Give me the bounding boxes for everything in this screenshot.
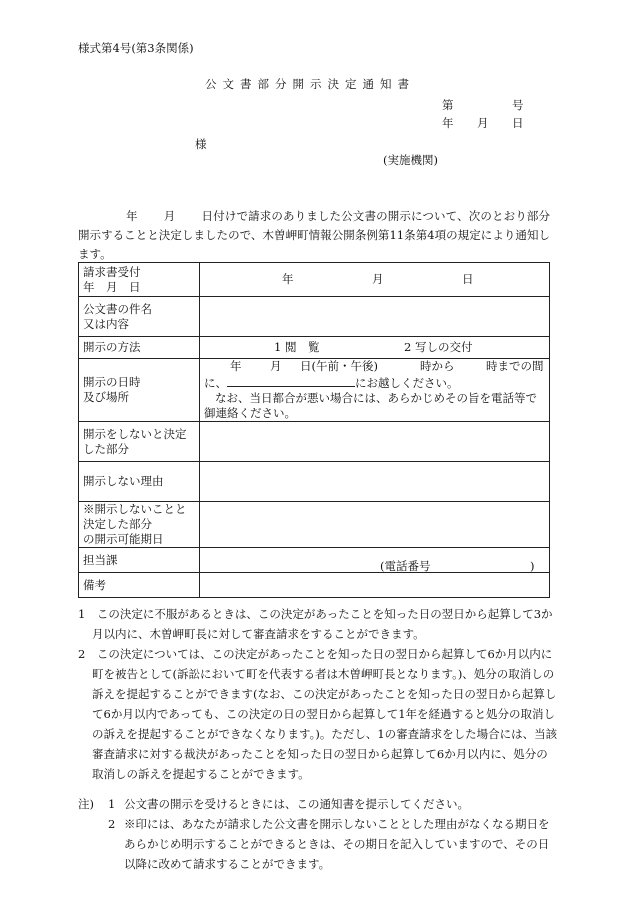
label-method: 開示の方法 — [79, 337, 200, 359]
reason-value[interactable] — [200, 462, 550, 502]
row-remarks — [79, 573, 550, 598]
phone-label: (電話番号 — [380, 558, 431, 573]
label-subject: 公文書の件名 — [83, 301, 152, 316]
contact-note: なお、当日都合が悪い場合には、あらかじめその旨を電話等で御連絡ください。 — [204, 391, 537, 420]
footnote-no-2: 2 — [108, 817, 116, 831]
label-available-3: の開示可能期日 — [83, 532, 164, 546]
label-department: 担当課 — [79, 548, 200, 573]
intro-paragraph — [78, 207, 550, 264]
label-remarks: 備考 — [79, 573, 200, 598]
row-available-date — [79, 502, 550, 548]
datetime-from: 時から — [420, 359, 455, 373]
label-subject-content: 又は内容 — [83, 316, 129, 331]
header-month: 月 — [477, 116, 489, 130]
label-available-2: 決定した部分 — [83, 517, 152, 531]
label-receipt-date: 年 月 日 — [83, 279, 141, 294]
appeal-text-2: この決定については、この決定があったことを知った日の翌日から起算して6か月以内に町を被告として(訴訟において町を代表する者は木曽岬町長となります。)、処分の取消しの訴えを提起することができます(なお、この決定があったことを知った日の翌日から起算して6か月以内であっても、この決定の日の翌日から起算して1年を経過すると処分の取消しの訴えを提起することができなくなります。)。ただし、1の審査請求をした場合には、当該審査請求に対する裁決があったことを知った日の翌日から起算して6か月以内に、処分の取消しの訴えを提起することができます。 — [92, 647, 558, 781]
method-option-copy[interactable]: 2 写しの交付 — [404, 340, 473, 354]
available-date-value[interactable] — [200, 502, 550, 548]
row-department — [79, 548, 550, 573]
footnote-1 — [78, 794, 558, 814]
row-disclosure-method — [79, 337, 550, 359]
appeal-notes — [78, 604, 558, 784]
row-disclosure-datetime-place — [79, 359, 550, 422]
label-datetime: 開示の日時 — [83, 375, 141, 389]
label-available-1: ※開示しないことと — [83, 502, 187, 516]
place-blank[interactable] — [227, 374, 355, 387]
receipt-month: 月 — [372, 272, 384, 286]
label-undisclosed-part: した部分 — [83, 441, 129, 456]
appeal-text-1: この決定に不服があるときは、この決定があったことを知った日の翌日から起算して3か月以内に、木曽岬町長に対して審査請求をすることができます。 — [92, 607, 553, 641]
datetime-to: 時までの間 — [486, 359, 544, 373]
subject-value[interactable] — [200, 297, 550, 337]
receipt-year: 年 — [282, 272, 294, 286]
label-reason: 開示しない理由 — [79, 462, 200, 502]
undisclosed-value[interactable] — [200, 422, 550, 462]
row-nondisclosure-reason — [79, 462, 550, 502]
appeal-no-2: 2 — [78, 647, 86, 661]
remarks-value[interactable] — [200, 573, 550, 598]
appeal-item-2 — [78, 644, 558, 784]
footnote-label: 注) — [78, 797, 94, 811]
appeal-no-1: 1 — [78, 607, 86, 621]
datetime-month: 月 — [270, 359, 282, 373]
intro-year: 年 — [126, 209, 138, 223]
row-undisclosed-part — [79, 422, 550, 462]
doc-number-suffix: 号 — [512, 98, 524, 112]
phone-close: ) — [530, 558, 535, 573]
footnotes — [78, 794, 558, 874]
label-undisclosed: 開示をしないと決定 — [83, 426, 187, 441]
label-place: 及び場所 — [83, 390, 129, 404]
header-year: 年 — [442, 116, 454, 130]
place-prefix: に、 — [204, 376, 227, 390]
footnote-text-1: 公文書の開示を受けるときには、この通知書を提示してください。 — [124, 797, 469, 811]
label-receipt: 請求書受付 — [83, 264, 141, 279]
footnote-no-1: 1 — [108, 797, 116, 811]
footnote-2 — [78, 814, 558, 874]
place-line — [204, 374, 545, 391]
header-day: 日 — [512, 116, 524, 130]
row-receipt-date — [79, 263, 550, 297]
document-title: 公文書部分開示決定通知書 — [205, 77, 415, 91]
footnote-text-2: ※印には、あなたが請求した公文書を開示しないこととした理由がなくなる期日をあらかじめ明示することができるときは、その期日を記入していますので、その日以降に改めて請求することができます。 — [124, 817, 550, 871]
appeal-item-1 — [78, 604, 558, 644]
row-document-subject — [79, 297, 550, 337]
place-suffix: にお越しください。 — [355, 376, 459, 390]
intro-month: 月 — [163, 209, 176, 223]
form-number: 様式第4号(第3条関係) — [78, 41, 194, 55]
intro-text: 日付けで請求のありました公文書の開示について、次のとおり部分開示することと決定しましたので、木曽岬町情報公開条例第11条第4項の規定により通知します。 — [78, 209, 551, 261]
method-option-view[interactable]: 1 閲 覧 — [274, 340, 320, 354]
datetime-year: 年 — [230, 359, 242, 373]
doc-number-label: 第 — [442, 98, 454, 112]
agency-label: (実施機関) — [383, 153, 438, 167]
datetime-ampm: 日(午前・午後) — [300, 359, 378, 373]
receipt-day: 日 — [462, 272, 474, 286]
form-table — [78, 262, 550, 598]
addressee-suffix: 様 — [195, 137, 207, 151]
